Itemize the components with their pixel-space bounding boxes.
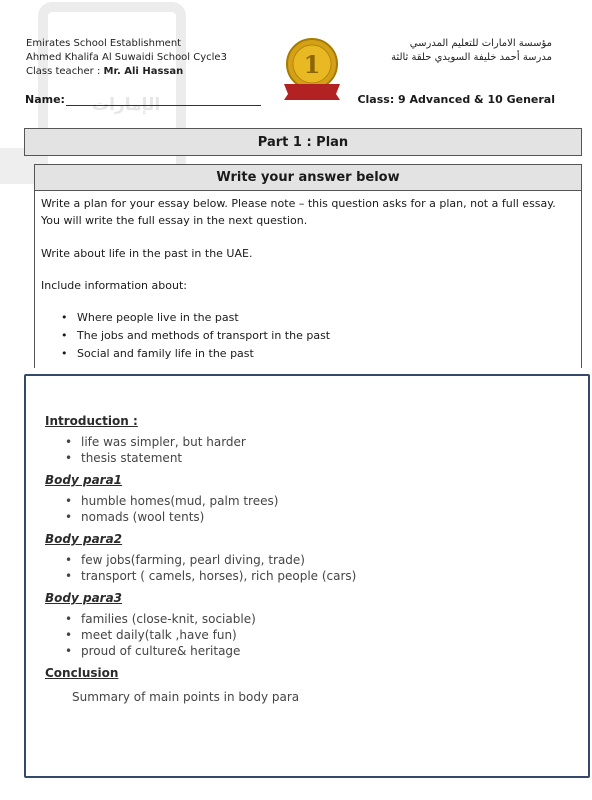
org-name-ar: مؤسسة الامارات للتعليم المدرسي	[409, 38, 552, 49]
list-item: • proud of culture& heritage	[65, 643, 565, 659]
watermark-text: الإمارات	[92, 95, 161, 115]
list-item: • The jobs and methods of transport in the past	[61, 327, 575, 345]
part-title: Part 1 : Plan	[24, 128, 582, 156]
instruction-para-2: Write about life in the past in the UAE.	[41, 247, 253, 260]
body3-heading: Body para3	[45, 591, 123, 605]
intro-heading: Introduction :	[45, 414, 138, 428]
body1-list	[45, 493, 565, 525]
list-item: • meet daily(talk ,have fun)	[65, 627, 565, 643]
list-item: • few jobs(farming, pearl diving, trade)	[65, 552, 565, 568]
body1-heading: Body para1	[45, 473, 123, 487]
org-name-en: Emirates School Establishment	[26, 38, 182, 49]
body3-list	[45, 611, 565, 659]
list-item: • families (close-knit, sociable)	[65, 611, 565, 627]
body2-heading: Body para2	[45, 532, 123, 546]
school-name-en: Ahmed Khalifa Al Suwaidi School Cycle3	[26, 52, 227, 63]
instructions-header: Write your answer below	[35, 165, 581, 191]
class-teacher	[26, 65, 227, 79]
plan-answer-box[interactable]	[24, 374, 590, 778]
header-right	[391, 37, 552, 65]
instructions-box	[34, 164, 582, 368]
instruction-para-3: Include information about:	[41, 279, 187, 292]
instructions-body	[35, 191, 581, 363]
name-field[interactable]	[66, 105, 261, 106]
conclusion-text: Summary of main points in body para	[72, 690, 300, 704]
list-item: • life was simpler, but harder	[65, 434, 565, 450]
conclusion-heading: Conclusion	[45, 666, 119, 680]
name-label: Name:	[25, 93, 65, 106]
body2-list	[45, 552, 565, 584]
list-item: • Where people live in the past	[61, 309, 575, 327]
list-item: • Social and family life in the past	[61, 345, 575, 363]
header-left	[26, 37, 227, 79]
list-item: • humble homes(mud, palm trees)	[65, 493, 565, 509]
instruction-para-1: Write a plan for your essay below. Please note – this question asks for a plan, not a full essay. You will write the full essay in the next question.	[41, 197, 556, 227]
plan-content	[45, 414, 565, 704]
class-label: Class: 9 Advanced & 10 General	[357, 93, 555, 106]
list-item: • thesis statement	[65, 450, 565, 466]
instruction-bullets	[41, 309, 575, 363]
intro-list	[45, 434, 565, 466]
school-name-ar: مدرسة أحمد خليفة السويدي حلقة ثالثة	[391, 52, 552, 63]
list-item: • transport ( camels, horses), rich people (cars)	[65, 568, 565, 584]
medal-icon	[280, 36, 344, 106]
medal-number: 1	[303, 50, 321, 79]
teacher-label: Class teacher :	[26, 66, 104, 77]
teacher-name: Mr. Ali Hassan	[103, 66, 184, 77]
list-item: • nomads (wool tents)	[65, 509, 565, 525]
